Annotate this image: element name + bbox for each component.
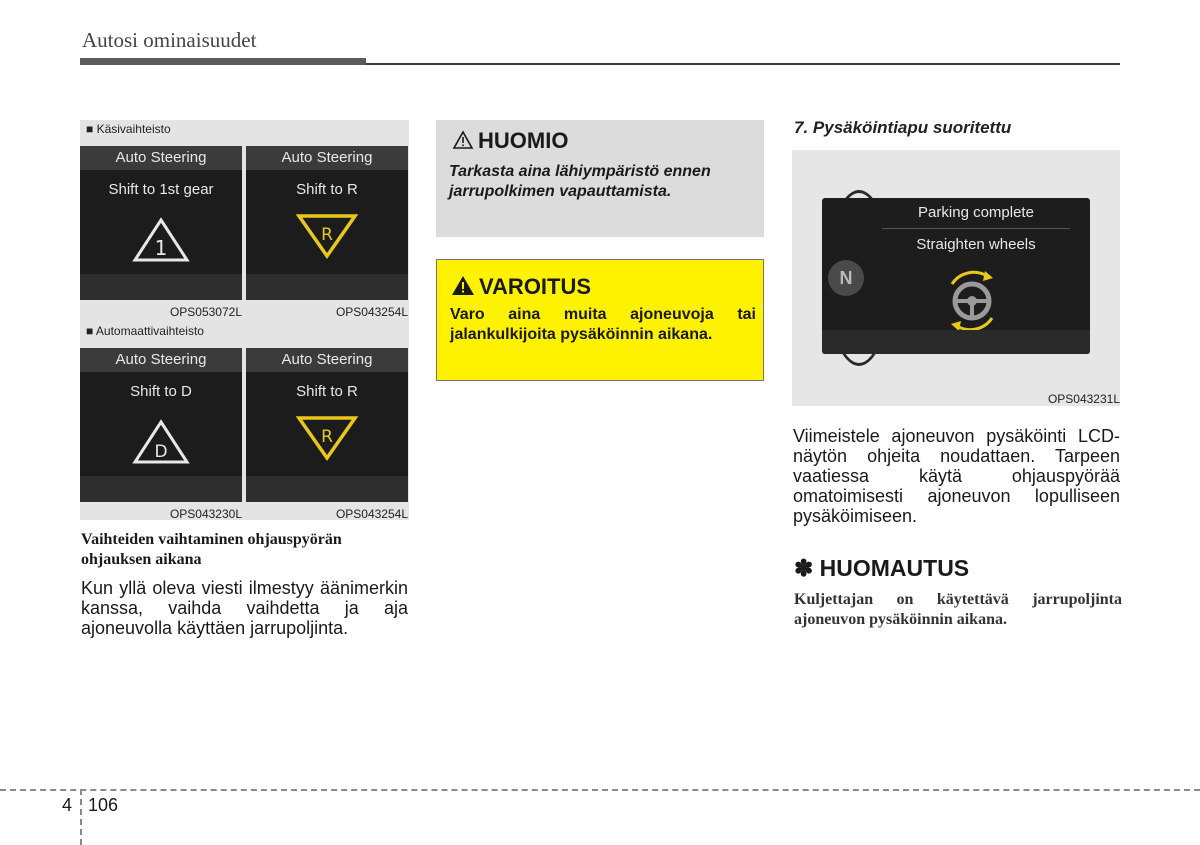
page-header-title: Autosi ominaisuudet <box>82 28 257 52</box>
caution-heading <box>452 128 568 154</box>
header-rule <box>366 63 1120 65</box>
lcd-line-1: Parking complete <box>918 204 1034 221</box>
warning-title: VAROITUS <box>479 274 592 299</box>
warning-box <box>436 259 764 381</box>
caution-text: Tarkasta aina lähiympäristö ennen jarrupolkimen vapauttamista. <box>449 163 711 200</box>
figure-code: OPS043254L <box>335 305 408 319</box>
warning-triangle-icon <box>451 275 475 296</box>
lcd-message: Shift to 1st gear <box>108 181 214 198</box>
automatic-transmission-label: ■ Automaattivaihteisto <box>86 324 204 338</box>
svg-text:D: D <box>154 442 168 462</box>
steering-wheel-icon <box>937 266 1007 336</box>
lcd-screen-shift-1st <box>80 146 242 300</box>
footer-rule <box>0 789 1200 791</box>
lcd-title: Auto Steering <box>115 351 207 368</box>
lcd-screen-shift-r-auto <box>246 348 408 502</box>
caution-title: HUOMIO <box>478 128 569 153</box>
manual-transmission-label: ■ Käsivaihteisto <box>86 122 171 136</box>
parking-section-title: 7. Pysäköintiapu suoritettu <box>794 118 1012 137</box>
lcd-title: Auto Steering <box>281 149 373 166</box>
lcd-line-2: Straighten wheels <box>916 236 1036 253</box>
figure-code: OPS053072L <box>169 305 242 319</box>
lcd-message: Shift to R <box>296 181 358 198</box>
gear-1-warning-icon <box>131 216 191 264</box>
lcd-message: Shift to R <box>296 383 358 400</box>
chapter-number: 4 <box>62 795 73 815</box>
lcd-screen-shift-r-manual <box>246 146 408 300</box>
warning-heading <box>451 274 591 300</box>
note-text: Kuljettajan on käytettävä jarrupoljinta ajoneuvon pysäköinnin aikana. <box>794 591 1122 628</box>
gear-r-warning-icon <box>295 212 359 260</box>
figure-code: OPS043254L <box>335 507 408 521</box>
page-number: 106 <box>88 795 119 815</box>
lcd-message: Shift to D <box>130 383 192 400</box>
note-heading: ✽ HUOMAUTUS <box>794 555 970 581</box>
parking-lcd-screen <box>822 198 1090 354</box>
svg-text:R: R <box>321 225 333 245</box>
caution-box <box>436 120 764 237</box>
caution-triangle-icon <box>452 130 474 150</box>
lcd-screen-shift-d <box>80 348 242 502</box>
gear-r-warning-icon <box>295 414 359 462</box>
warning-text: Varo aina muita ajoneuvoja tai jalankulkijoita pysäköinnin aikana. <box>450 306 756 343</box>
lcd-divider <box>882 228 1070 229</box>
figure-code: OPS043230L <box>169 507 242 521</box>
section-heading: Vaihteiden vaihtaminen ohjauspyörän ohjauksen aikana <box>81 531 342 568</box>
footer-divider <box>80 789 82 845</box>
svg-text:1: 1 <box>154 236 168 260</box>
header-bar <box>80 58 366 65</box>
figure-code: OPS043231L <box>1047 392 1120 406</box>
body-paragraph: Kun yllä oleva viesti ilmestyy äänimerkin kanssa, vaihda vaihdetta ja aja ajoneuvolla käyttäen jarrupoljinta. <box>81 578 408 638</box>
svg-text:R: R <box>321 427 333 447</box>
gear-indicator: N <box>828 260 864 296</box>
gear-d-warning-icon <box>131 418 191 466</box>
lcd-title: Auto Steering <box>281 351 373 368</box>
lcd-title: Auto Steering <box>115 149 207 166</box>
body-paragraph: Viimeistele ajoneuvon pysäköinti LCD-näytön ohjeita noudattaen. Tarpeen vaatiessa käytä ohjauspyörää omatoimisesti ajoneuvon lopulliseen pysäköimiseen. <box>793 426 1120 526</box>
